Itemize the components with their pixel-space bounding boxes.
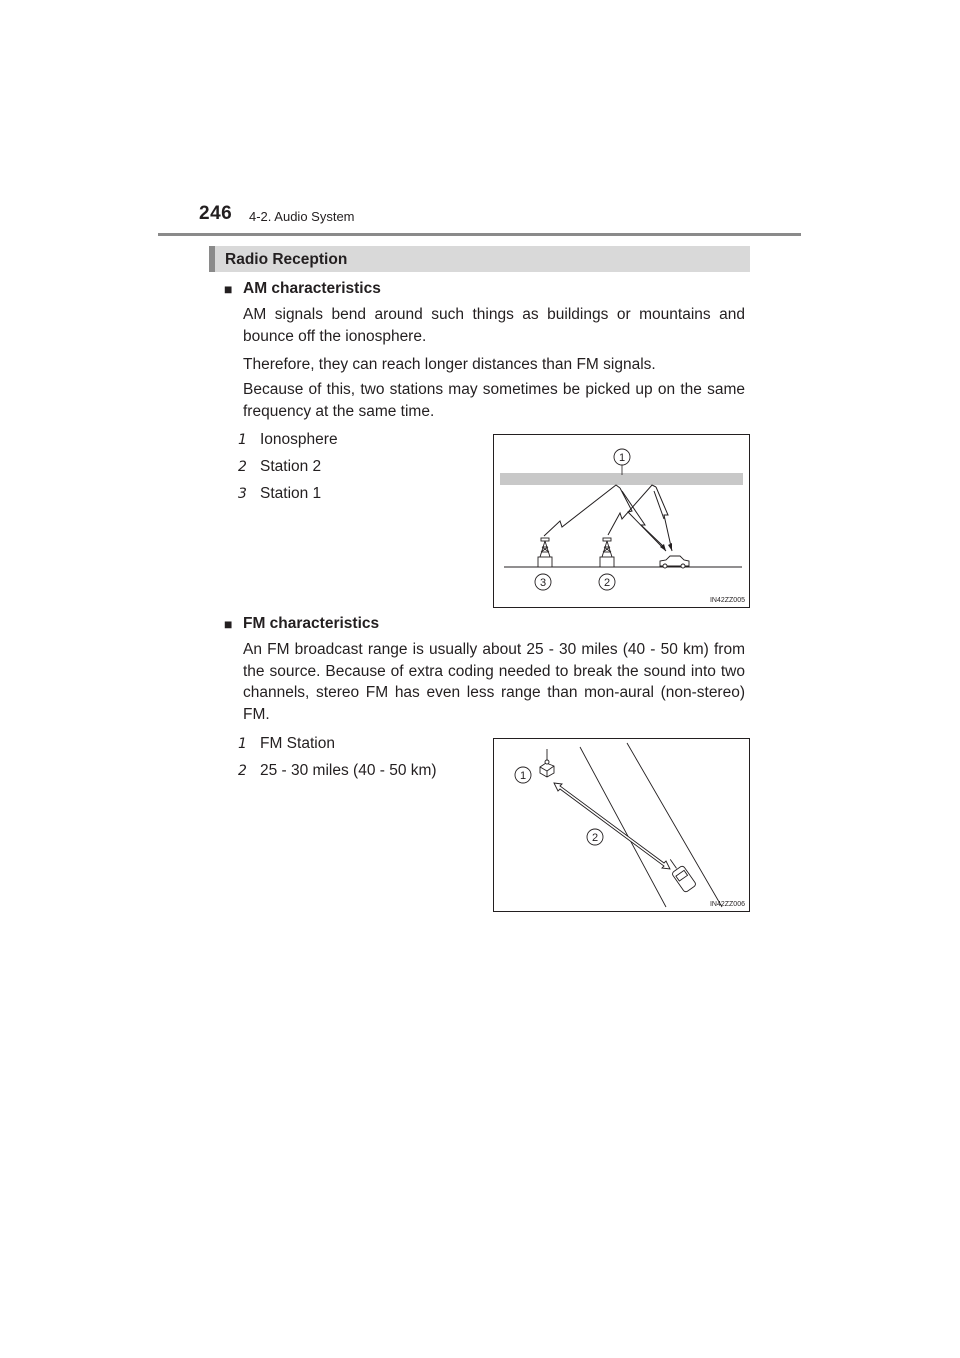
legend-number: 2: [238, 459, 247, 475]
arrowhead-icon: [660, 543, 672, 551]
section-label: 4-2. Audio System: [249, 209, 355, 224]
legend-item: [238, 762, 247, 780]
square-bullet-icon: ■: [224, 616, 233, 632]
legend-label: Station 1: [260, 485, 322, 502]
legend-item: [238, 485, 247, 503]
legend-number: 1: [238, 736, 247, 752]
road-edge: [627, 743, 722, 907]
car-icon: [665, 855, 697, 893]
fm-title: FM characteristics: [243, 615, 380, 632]
am-figure: [493, 434, 750, 608]
legend-label: 25 - 30 miles (40 - 50 km): [260, 762, 437, 779]
am-paragraph: Because of this, two stations may sometimes be picked up on the same frequency at the same time.: [243, 381, 745, 420]
legend-label: FM Station: [260, 735, 335, 752]
callout-icon: [599, 574, 615, 590]
square-bullet-icon: ■: [224, 281, 233, 297]
section-heading: Radio Reception: [225, 251, 348, 268]
tower-icon: [600, 538, 614, 567]
fm-paragraph: An FM broadcast range is usually about 25 - 30 miles (40 - 50 km) from the source. Because of extra coding needed to break the sound into two channels, stereo FM has even less range than mon-aural (non-stereo) FM.: [243, 641, 745, 724]
fm-bullet: [224, 616, 232, 634]
legend-label: Ionosphere: [260, 431, 338, 448]
svg-text:1: 1: [618, 452, 626, 464]
am-paragraph: AM signals bend around such things as buildings or mountains and bounce off the ionosphere.: [243, 306, 745, 345]
am-paragraph: Therefore, they can reach longer distances than FM signals.: [243, 356, 656, 373]
header-rule: [158, 233, 801, 236]
callout-icon: [535, 574, 551, 590]
legend-number: 1: [238, 432, 247, 448]
range-arrow: [554, 783, 670, 869]
road-edge: [580, 747, 666, 907]
car-icon: [660, 556, 689, 568]
legend-item: [238, 458, 247, 476]
fm-figure: [493, 738, 750, 912]
svg-text:1: 1: [519, 770, 527, 782]
am-bullet: [224, 281, 232, 299]
am-diagram: [494, 435, 749, 607]
legend-item: [238, 735, 247, 753]
legend-item: [238, 431, 247, 449]
am-title: AM characteristics: [243, 280, 381, 297]
tower-icon: [538, 538, 552, 567]
page-number: 246: [199, 203, 233, 224]
legend-number: 3: [238, 486, 247, 502]
callout-icon: [515, 767, 531, 783]
svg-text:2: 2: [603, 577, 611, 589]
tower-icon: [540, 749, 554, 777]
legend-number: 2: [238, 763, 247, 779]
ionosphere-band: [500, 473, 743, 485]
legend-label: Station 2: [260, 458, 322, 475]
svg-text:3: 3: [539, 577, 547, 589]
callout-icon: [587, 829, 603, 845]
callout-icon: [614, 449, 630, 465]
figure-code: IN42ZZ006: [709, 901, 745, 908]
fm-diagram: [494, 739, 749, 911]
svg-text:2: 2: [591, 832, 599, 844]
figure-code: IN42ZZ005: [709, 597, 745, 604]
